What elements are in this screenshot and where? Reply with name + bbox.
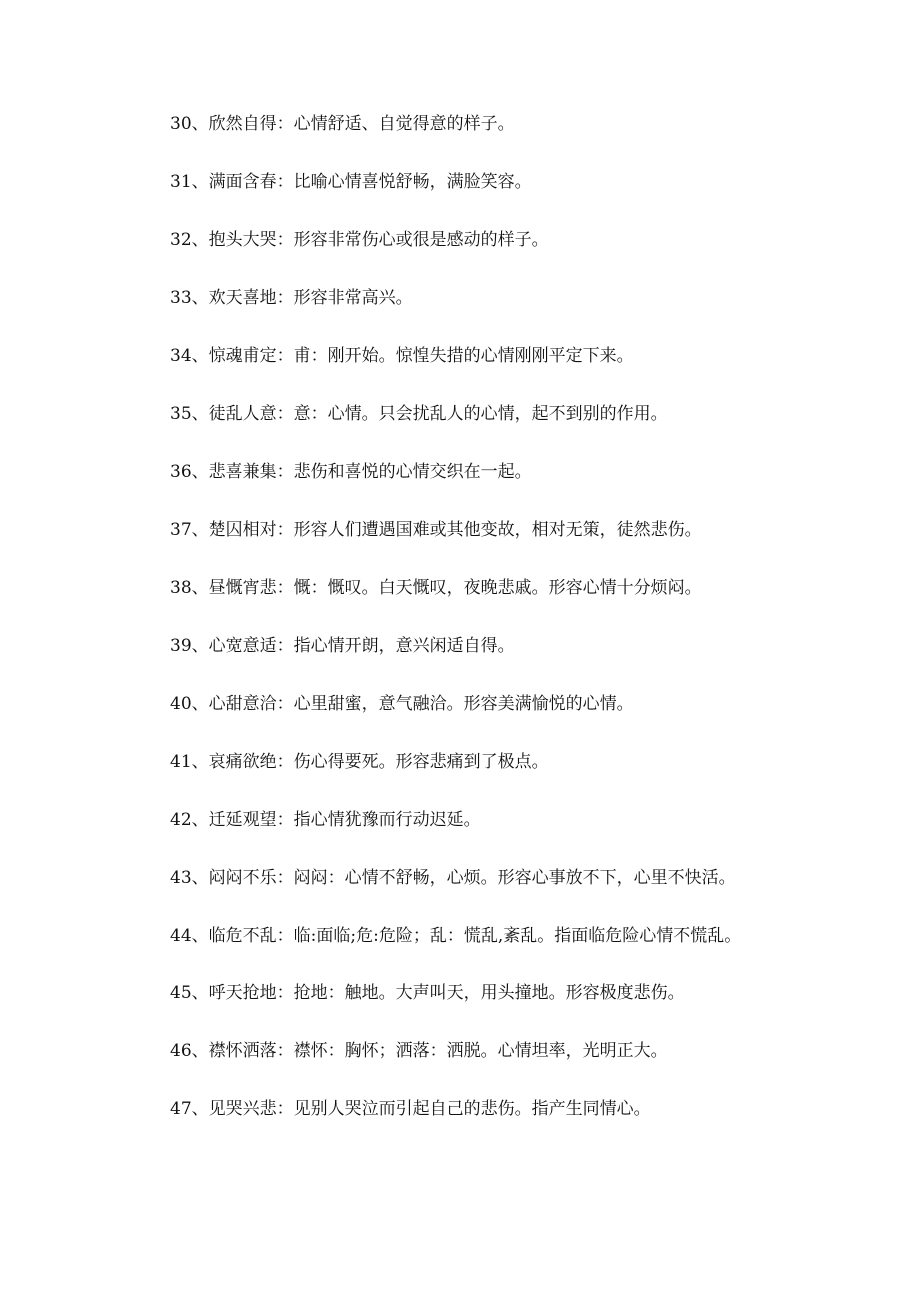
list-item: 44、临危不乱：临:面临;危:危险；乱：慌乱,紊乱。指面临危险心情不慌乱。 <box>170 925 742 946</box>
list-item: 40、心甜意洽：心里甜蜜，意气融洽。形容美满愉悦的心情。 <box>170 694 634 714</box>
idiom-list <box>136 106 776 1149</box>
list-item: 35、徒乱人意：意：心情。只会扰乱人的心情，起不到别的作用。 <box>170 404 668 424</box>
list-item: 38、昼慨宵悲：慨：慨叹。白天慨叹，夜晚悲戚。形容心情十分烦闷。 <box>170 578 702 598</box>
list-item: 36、悲喜兼集：悲伤和喜悦的心情交织在一起。 <box>170 462 532 482</box>
list-item: 30、欣然自得：心情舒适、自觉得意的样子。 <box>170 114 515 134</box>
list-item: 31、满面含春：比喻心情喜悦舒畅，满脸笑容。 <box>170 172 532 192</box>
list-item: 37、楚囚相对：形容人们遭遇国难或其他变故，相对无策，徒然悲伤。 <box>170 520 702 540</box>
list-item: 33、欢天喜地：形容非常高兴。 <box>170 288 413 308</box>
list-item: 39、心宽意适：指心情开朗，意兴闲适自得。 <box>170 636 515 656</box>
list-item: 42、迁延观望：指心情犹豫而行动迟延。 <box>170 810 481 830</box>
list-item: 34、惊魂甫定：甫：刚开始。惊惶失措的心情刚刚平定下来。 <box>170 346 634 366</box>
list-item: 32、抱头大哭：形容非常伤心或很是感动的样子。 <box>170 230 549 250</box>
list-item: 43、闷闷不乐：闷闷：心情不舒畅，心烦。形容心事放不下，心里不快活。 <box>170 868 736 888</box>
list-item: 45、呼天抢地：抢地：触地。大声叫天，用头撞地。形容极度悲伤。 <box>170 983 685 1004</box>
list-item: 47、见哭兴悲：见别人哭泣而引起自己的悲伤。指产生同情心。 <box>170 1099 651 1120</box>
list-item: 46、襟怀洒落：襟怀：胸怀；洒落：洒脱。心情坦率，光明正大。 <box>170 1041 668 1062</box>
list-item: 41、哀痛欲绝：伤心得要死。形容悲痛到了极点。 <box>170 752 549 772</box>
